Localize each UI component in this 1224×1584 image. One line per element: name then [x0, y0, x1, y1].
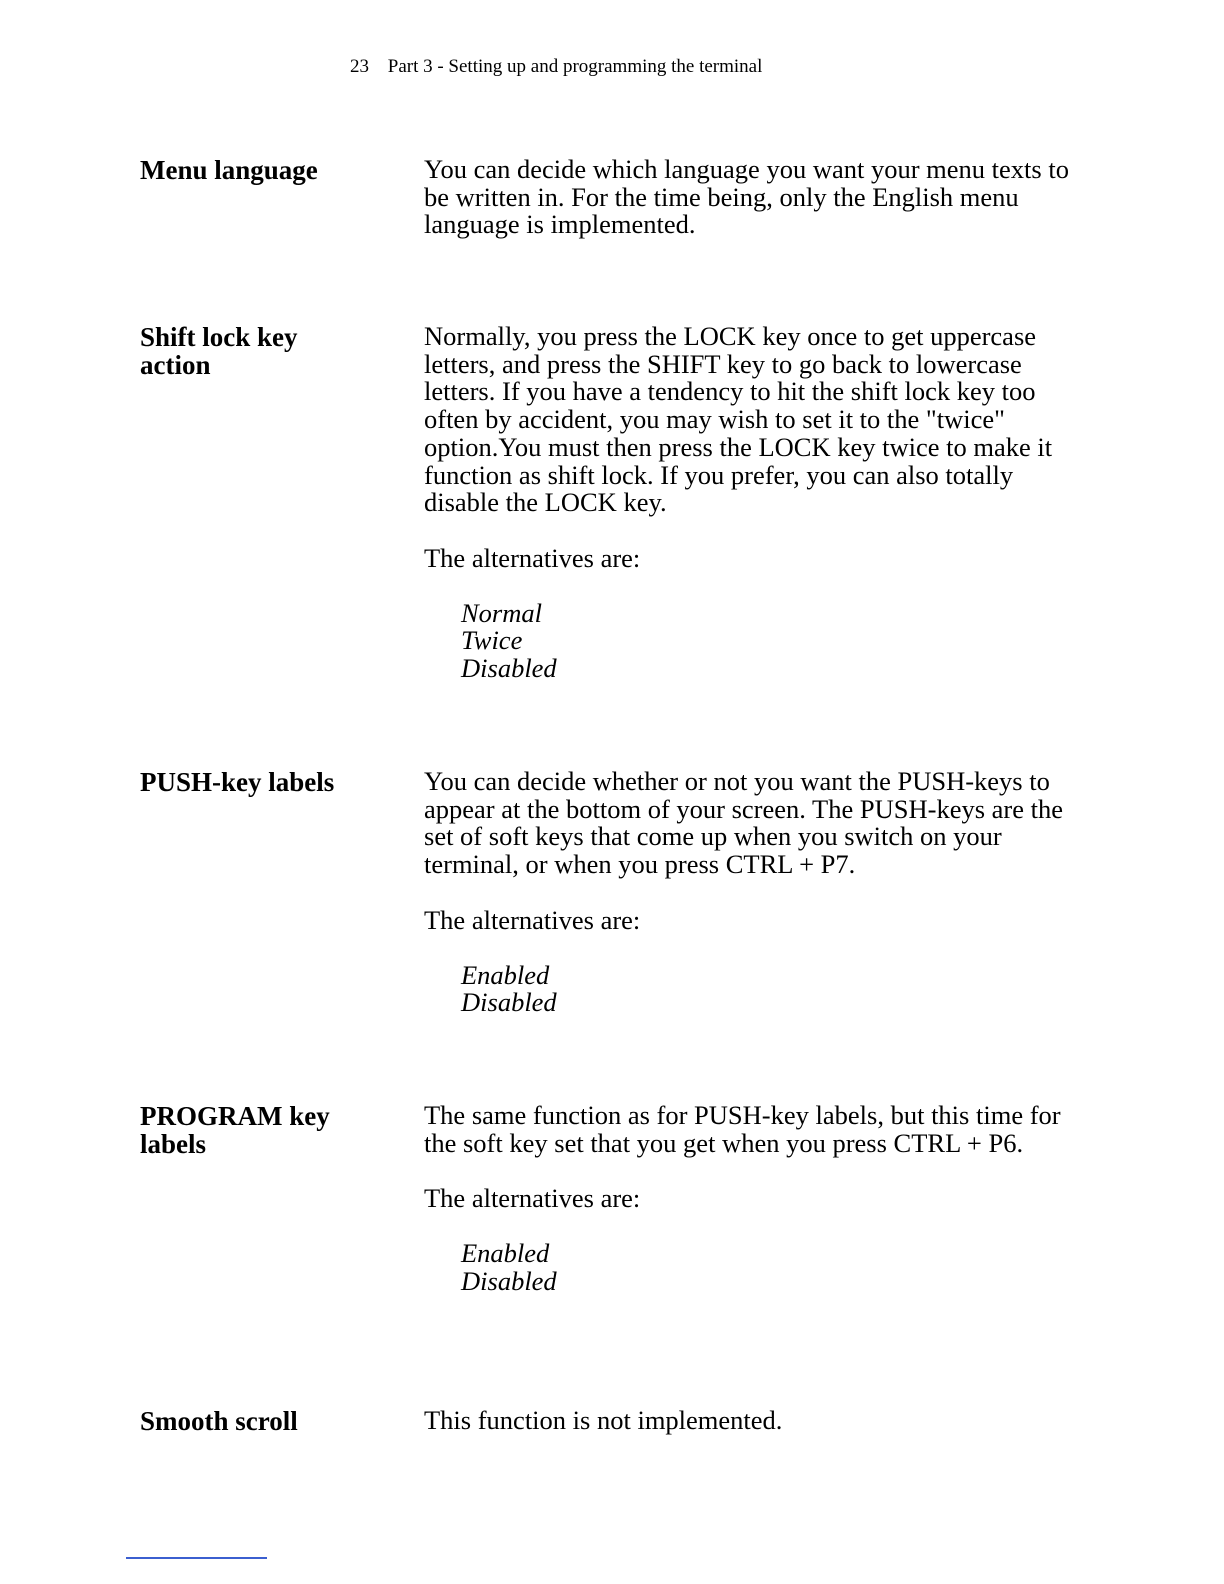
term-label: Smooth scroll: [140, 1406, 298, 1436]
page-number: 23: [350, 56, 369, 77]
option-item: Disabled: [461, 653, 557, 684]
option-item: Twice: [461, 625, 523, 656]
option-item: Enabled: [461, 959, 550, 990]
paragraph: The same function as for PUSH-key labels, but this time for the soft key set that you get when you press CTRL + P6.: [424, 1100, 1061, 1158]
paragraph: You can decide whether or not you want the PUSH-keys to appear at the bottom of your screen. The PUSH-keys are the set of soft keys that come up when you switch on your terminal, or when you press CTRL + P7.: [424, 766, 1063, 880]
alternatives-intro: The alternatives are:: [424, 1183, 641, 1214]
term-label: Shift lock key action: [140, 322, 298, 380]
term-label: PUSH-key labels: [140, 767, 335, 797]
alternatives-intro: The alternatives are:: [424, 904, 641, 935]
description: [424, 156, 1084, 239]
paragraph: This function is not implemented.: [424, 1405, 783, 1435]
description: [424, 323, 1084, 683]
option-item: Normal: [461, 597, 542, 628]
footnote-rule: [126, 1557, 267, 1559]
option-item: Disabled: [461, 987, 557, 1018]
description: [424, 1407, 1084, 1435]
alternatives-list: [461, 597, 1084, 684]
page-header: [350, 56, 762, 78]
paragraph: Normally, you press the LOCK key once to get uppercase letters, and press the SHIFT key to go back to lowercase letters. If you have a tendency to hit the shift lock key too often by accident, you may wish to set it to the "twice" option.You must then press the LOCK key twice to make it function as shift lock. If you prefer, you can also totally disable the LOCK key.: [424, 321, 1053, 518]
term-label: Menu language: [140, 155, 318, 185]
option-item: Disabled: [461, 1265, 557, 1296]
description: [424, 1102, 1084, 1296]
alternatives-intro: The alternatives are:: [424, 542, 641, 573]
alternatives-list: [461, 1240, 1084, 1295]
description: [424, 768, 1084, 1017]
chapter-title: Part 3 - Setting up and programming the terminal: [387, 56, 763, 77]
term-label: PROGRAM key labels: [140, 1101, 330, 1159]
alternatives-list: [461, 959, 1084, 1018]
paragraph: You can decide which language you want your menu texts to be written in. For the time being, only the English menu language is implemented.: [424, 154, 1069, 240]
option-item: Enabled: [461, 1238, 550, 1269]
